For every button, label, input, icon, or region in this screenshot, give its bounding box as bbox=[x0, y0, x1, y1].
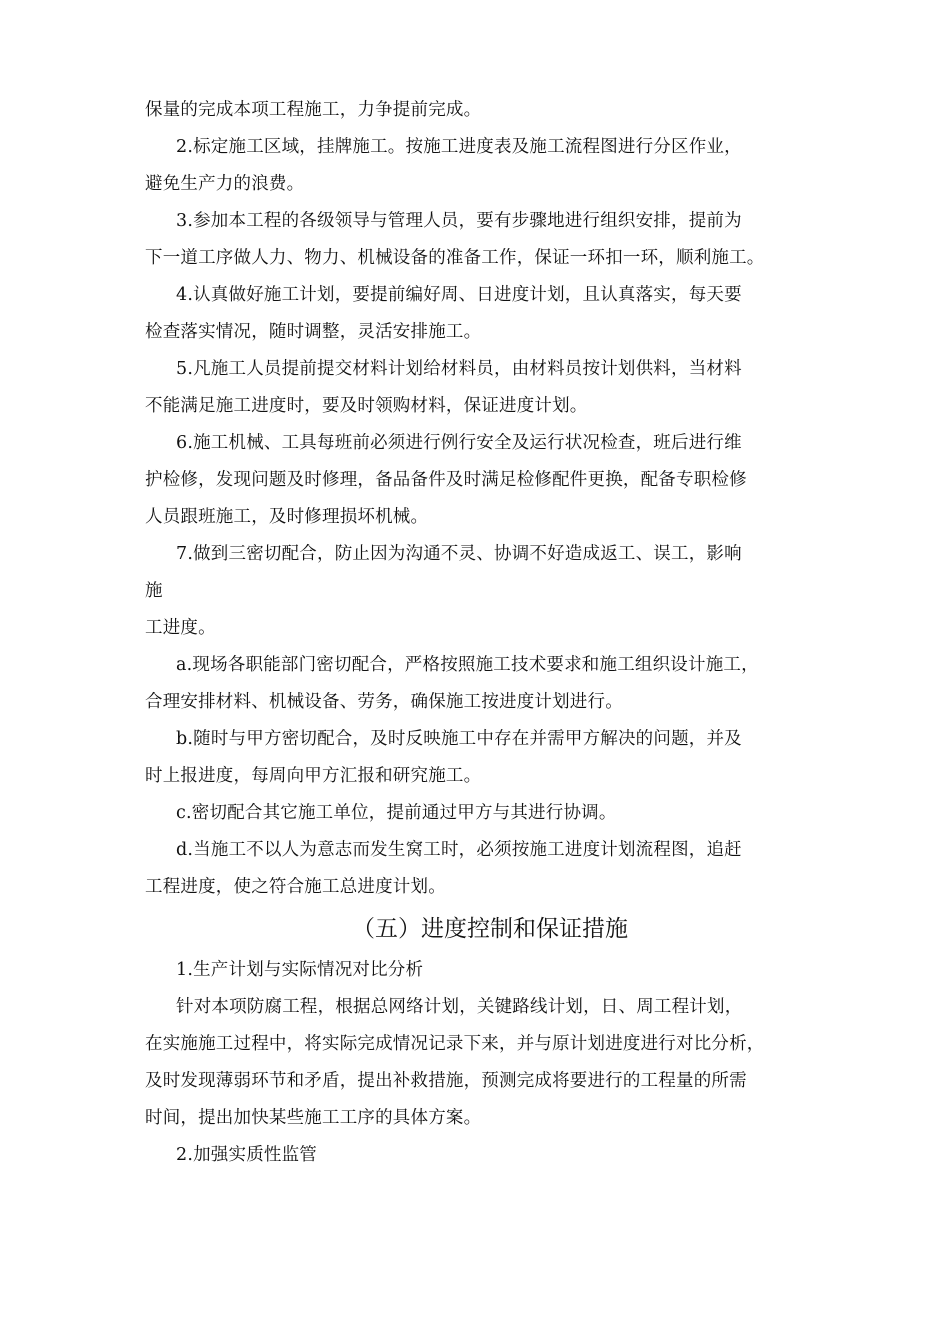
paragraph-line: 护检修，发现问题及时修理，备品备件及时满足检修配件更换，配备专职检修 bbox=[145, 470, 747, 490]
paragraph-line: 在实施施工过程中，将实际完成情况记录下来，并与原计划进度进行对比分析， bbox=[145, 1034, 765, 1054]
list-item-b: b.随时与甲方密切配合，及时反映施工中存在并需甲方解决的问题，并及 bbox=[176, 729, 742, 749]
list-item-4: 4.认真做好施工计划，要提前编好周、日进度计划，且认真落实，每天要 bbox=[176, 285, 742, 305]
paragraph-line: 针对本项防腐工程，根据总网络计划，关键路线计划，日、周工程计划， bbox=[176, 997, 743, 1017]
list-item-1: 1.生产计划与实际情况对比分析 bbox=[176, 960, 424, 980]
paragraph-line: 避免生产力的浪费。 bbox=[145, 174, 305, 194]
list-item-a: a.现场各职能部门密切配合，严格按照施工技术要求和施工组织设计施工， bbox=[176, 655, 759, 675]
paragraph-line: 下一道工序做人力、物力、机械设备的准备工作，保证一环扣一环，顺利施工。 bbox=[145, 248, 765, 268]
list-item-c: c.密切配合其它施工单位，提前通过甲方与其进行协调。 bbox=[176, 803, 617, 823]
paragraph-line: 合理安排材料、机械设备、劳务，确保施工按进度计划进行。 bbox=[145, 692, 623, 712]
list-item-6: 6.施工机械、工具每班前必须进行例行安全及运行状况检查，班后进行维 bbox=[176, 433, 742, 453]
paragraph-line: 施 bbox=[145, 581, 163, 601]
paragraph-line: 时上报进度，每周向甲方汇报和研究施工。 bbox=[145, 766, 482, 786]
document-body bbox=[145, 92, 810, 1174]
paragraph-line: 人员跟班施工，及时修理损坏机械。 bbox=[145, 507, 429, 527]
list-item-2: 2.加强实质性监管 bbox=[176, 1145, 317, 1165]
section-heading: （五）进度控制和保证措施 bbox=[352, 916, 628, 942]
paragraph-line: 检查落实情况，随时调整，灵活安排施工。 bbox=[145, 322, 482, 342]
list-item-3: 3.参加本工程的各级领导与管理人员，要有步骤地进行组织安排，提前为 bbox=[176, 211, 742, 231]
paragraph-line: 工进度。 bbox=[145, 618, 216, 638]
list-item-5: 5.凡施工人员提前提交材料计划给材料员，由材料员按计划供料，当材料 bbox=[176, 359, 742, 379]
list-item-7: 7.做到三密切配合，防止因为沟通不灵、协调不好造成返工、误工，影响 bbox=[176, 544, 742, 564]
paragraph-line: 保量的完成本项工程施工，力争提前完成。 bbox=[145, 100, 482, 120]
paragraph-line: 工程进度，使之符合施工总进度计划。 bbox=[145, 877, 446, 897]
paragraph-line: 及时发现薄弱环节和矛盾，提出补救措施，预测完成将要进行的工程量的所需 bbox=[145, 1071, 747, 1091]
paragraph-line: 不能满足施工进度时，要及时领购材料，保证进度计划。 bbox=[145, 396, 588, 416]
list-item-2: 2.标定施工区域，挂牌施工。按施工进度表及施工流程图进行分区作业， bbox=[176, 137, 742, 157]
list-item-d: d.当施工不以人为意志而发生窝工时，必须按施工进度计划流程图，追赶 bbox=[176, 840, 742, 860]
paragraph-line: 时间，提出加快某些施工工序的具体方案。 bbox=[145, 1108, 482, 1128]
